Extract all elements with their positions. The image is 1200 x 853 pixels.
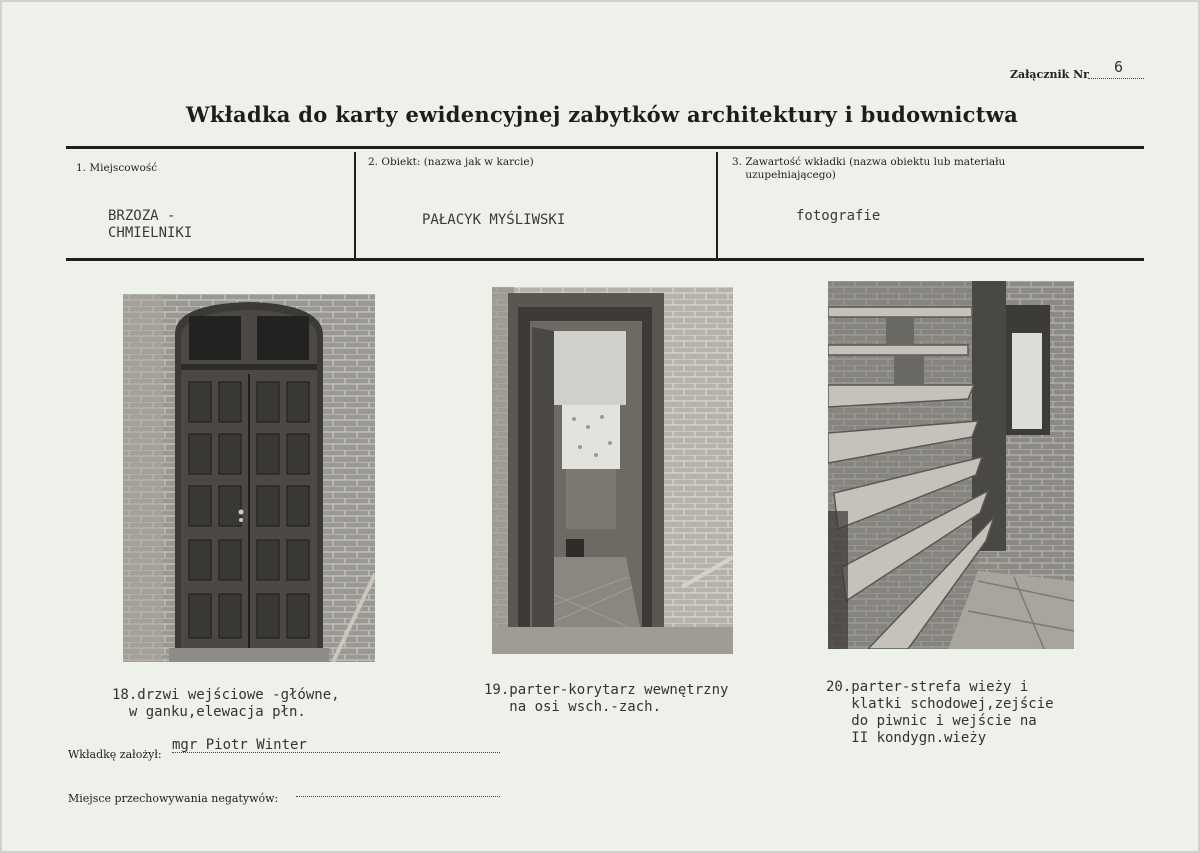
column-divider-1 [354,152,356,260]
table-bottom-rule [66,258,1144,261]
staircase-photo [828,281,1074,649]
corridor-photo [492,287,733,654]
column-divider-2 [716,152,718,260]
photo-caption-19: 19.parter-korytarz wewnętrzny na osi wsch.-zach. [484,682,729,715]
locality-value: BRZOZA - CHMIELNIKI [108,208,193,241]
table-top-rule [66,146,1144,149]
contents-label: 3. Zawartość wkładki (nazwa obiektu lub materiału uzupełniającego) [732,156,1006,181]
object-label: 2. Obiekt: (nazwa jak w karcie) [368,156,534,168]
document-title: Wkładka do karty ewidencyjnej zabytków architektury i budownictwa [185,102,1019,127]
negatives-dotted-line [296,796,500,797]
annex-dotted-line [1088,78,1144,79]
author-dotted-line [172,752,500,753]
entrance-door-photo [123,294,375,662]
annex-label: Załącznik Nr [1010,68,1089,81]
photo-caption-20: 20.parter-strefa wieży i klatki schodowej,zejście do piwnic i wejście na II kondygn.wieży [826,679,1054,746]
locality-label: 1. Miejscowość [76,162,158,174]
negatives-label: Miejsce przechowywania negatywów: [68,792,279,805]
object-value: PAŁACYK MYŚLIWSKI [422,212,566,228]
author-label: Wkładkę założył: [68,748,162,761]
annex-number: 6 [1114,58,1124,76]
contents-value: fotografie [796,208,881,224]
photo-caption-18: 18.drzwi wejściowe -główne, w ganku,elewacja płn. [112,687,340,720]
author-value: mgr Piotr Winter [172,737,307,753]
